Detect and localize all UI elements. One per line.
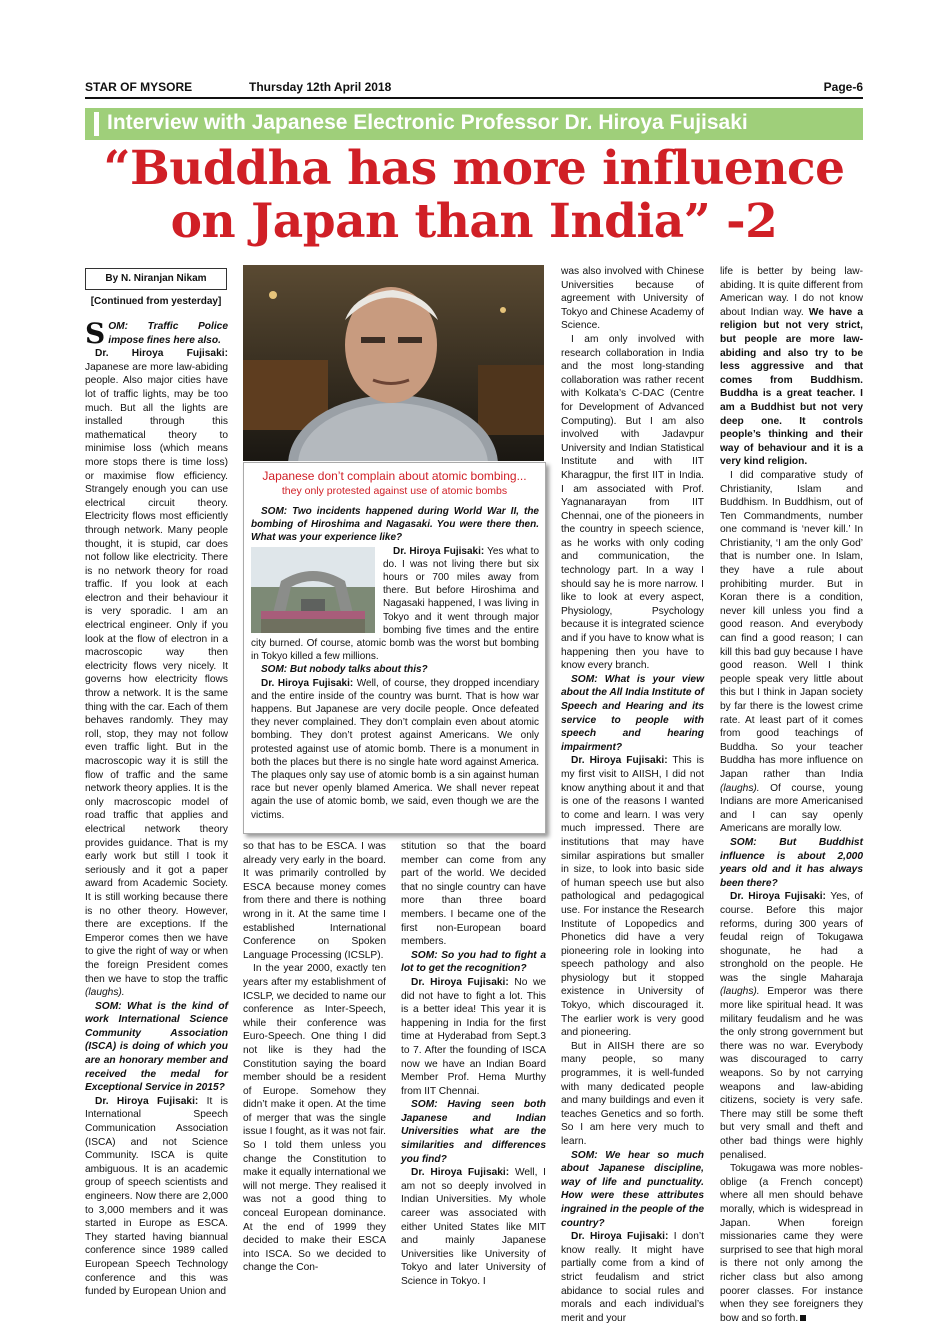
kicker-bar <box>94 112 99 136</box>
byline: By N. Niranjan Nikam <box>85 268 227 290</box>
sidebar-box <box>243 462 546 834</box>
headline <box>85 142 863 248</box>
professor-photo <box>243 265 544 461</box>
laughs-note: (laughs). <box>720 782 760 794</box>
laughs-note: (laughs). <box>720 986 760 998</box>
box-answer-2: Well, of course, they dropped incendiary and the entire inside of the country was burnt. That is how war happens. But Japanese are very docile people. Once defeated they never complained. They don’t complain even about atomic bombing. They don’t protest against Americans. We only protested against use of atomic bomb. There is a monument in both the places but there is no single hate word against America. The plaques only say use of atomic bomb is a sin against human race but never openly blamed America. We shall never repeat again the use of atomic bomb, we said, even though we are the victims. <box>251 677 539 821</box>
headline-line-1: “Buddha has more influence <box>103 141 845 196</box>
kicker-banner <box>85 108 863 140</box>
box-answer-1: Yes what to do. I was not living there but six hours or 700 miles away from there. But before Hiroshima and Nagasaki happened, I was living in Tokyo and it went through major bombing five times and the entire city burned. Of course, atomic bomb was the worst but bombing in Tokyo killed a few millions. <box>251 545 539 663</box>
highlighted-passage: We have a religion but not very strict, but people are more law-abiding and also try to be less aggressive and that comes from Buddhism. Buddha is a great teacher. I am a Buddhist but not very deep one. It controls people’s thinking and their way of behaviour and it is a very kind religion. <box>720 306 863 468</box>
article-column-1 <box>85 317 228 1299</box>
question-4: SOM: Having seen both Japanese and Indian Universities what are the similarities and differences you find? <box>401 1099 546 1165</box>
article-column-2 <box>243 840 386 1275</box>
answer-7-end: Emperor was there more like spiritual head. It was military feudalism and he was the only strong government but there was no war. Everybody was discouraged to carry weapons. So by not carrying weapons and law-abiding citizens, society is very safe. There may still be some theft but very small and theft and other bad things were highly penalised. <box>720 986 863 1161</box>
answer-3: No we did not have to fight a lot. This is a better idea! This year it is happening in India for the first time at Hyderabad from Sept.3 to 7. After the founding of ISCA now we have an Indian Board Member Prof. Hema Murthy from IIT Chennai. <box>401 976 546 1097</box>
answer-1: Japanese are more law-abiding people. Also major cities have lot of traffic lights, may be too much. But all the lights are installed through this mathematical theory to minimise loss (which means more stops there is time loss) or maximise flow efficiency. Strangely enough you can use electrical circuit theory. Electricity flows most efficiently through network. Many people thought, it is stupid, car does not follow like electricity. There is no network theory for road traffic. If you look at each electron and their behaviour it is very sporadic. I am an electrical engineer. Only if you look at the flow of electron in a macroscopic way then electricity flows very nicely. It governs how electricity flows throw a network. It is the same thing with the car. Each of them behaves randomly. They may roll, stop, they may not follow even traffic light. But in the macroscopic way it is still the flow of traffic and the same network theory applies. It is the only macroscopic model of road traffic that applies and electrical network theory provides guidance. That is my early work but still I took it seriously and it got a paper award from Academic Society. It is still working because there is no other theory. However, there are exceptions. If the Emperor comes then we have to give the right of way or when the foreign President comes then we have to stop the traffic <box>85 361 228 985</box>
paragraph-end: Of course, young Indians are more Americanised and I can say openly Americans are morally low. <box>720 782 863 835</box>
page-number: Page-6 <box>823 80 863 94</box>
question-2: SOM: What is the kind of work International Science Community Association (ISCA) is doing of which you are an honorary member and received the medal for Exceptional Service in 2015? <box>85 1000 228 1094</box>
newspaper-name: STAR OF MYSORE <box>85 80 193 94</box>
kicker-text: Interview with Japanese Electronic Professor Dr. Hiroya Fujisaki <box>107 111 748 134</box>
speaker-label: Dr. Hiroya Fujisaki: <box>95 348 228 360</box>
answer-4: Well, I am not so deeply involved in Indian Universities. My whole career was associated with either United States like MIT and mainly Japanese Universities like University of Tokyo and later University of Science in Tokyo. I <box>401 1167 546 1287</box>
paragraph: life is better by being law-abiding. It is quite different from American way. I do not know about Indian way. <box>720 266 863 318</box>
paragraph: was also involved with Chinese Universities because of agreement with University of Tokyo and Chinese Academy of Science. <box>561 266 704 332</box>
laughs-note: (laughs). <box>85 987 125 999</box>
box-caption-1: Japanese don’t complain about atomic bombing... <box>262 469 527 483</box>
memorial-photo <box>251 547 375 633</box>
box-caption-2: they only protested against use of atomic bombs <box>281 485 508 497</box>
question-5: SOM: What is your view about the All India Institute of Speech and Hearing and its service to people with speech and hearing impairment? <box>561 673 704 753</box>
paragraph: Tokugawa was more nobles-oblige (a French concept) where all men should behave morally, which is widespread in Japan. When foreign missionaries came they were surprised to see that high moral is there not only among the richer class but also among poorer classes. For instance when they see foreigners they bow and so forth. <box>720 1163 863 1324</box>
answer-2: It is International Speech Communication Association (ISCA) and not Science Community. ISCA is quite ambiguous. It is an academic group of speech scientists and engineers. Now there are 2,000 to 3,000 members and it was started in Europe as ESCA. They started having biannual conference since 1989 called European Speech Technology conference and this was funded by European Union and <box>85 1095 228 1298</box>
answer-7: Yes, of course. Before this major reforms, during 300 years of feudal reign of Tokugawa shogunate, he had a stronghold on the people. He was the single Maharaja <box>720 891 863 984</box>
masthead <box>85 80 863 96</box>
paragraph: In the year 2000, exactly ten years after my establishment of ICSLP, we decided to name our conference as Inter-Speech, while their conference was Euro-Speech. One thing I did not like is they had the Constitution saying the board member should be a resident of Europe. Somehow they didn’t make it open. At the time of merger that was the single issue I fought, as it was not fair. So I told them unless you change the Constitution to make it equally international we will not merge. They realised it was not a good thing to conceal European dominance. At the end of 1999 they decided to make their ESCA into ISCA. So we decided to change the Con- <box>243 963 386 1274</box>
paragraph: I did comparative study of Christianity, Islam and Buddhism. In Buddhism, out of Ten Commandments, number one command is ‘never kill.’ In Christianity, ‘I am the only God’ that is number one. In Islam, they have a rule about prohibiting murder. But in Koran there is a condition, never kill unless you find a good reason. And everybody can find a good reason; I can kill this bad guy because I have good reason. Well I think people speak very little about this but I think in Japan society by far there is the lowest crime rate. At least part of it comes from good teachings of Buddha. So your teacher Buddha has more influence on Japan rather than India <box>720 469 863 780</box>
end-mark <box>800 1315 806 1321</box>
headline-line-2: on Japan than India” -2 <box>170 194 778 249</box>
box-body <box>251 505 539 822</box>
speaker-label: Dr. Hiroya Fujisaki: <box>393 545 485 557</box>
issue-date: Thursday 12th April 2018 <box>249 80 392 94</box>
box-question-2: SOM: But nobody talks about this? <box>261 664 428 676</box>
paragraph: stitution so that the board member can come from any part of the world. We decided that no single country can have more than three board members. I became one of the first non-European board members. <box>401 841 546 948</box>
article-column-4 <box>561 265 704 1325</box>
speaker-label: Dr. Hiroya Fujisaki: <box>411 976 509 988</box>
answer-6: I don’t know really. It might have partially come from a kind of strict feudalism and strict abidance to social rules and morals and each individual’s merit and your <box>561 1231 704 1324</box>
question-3: SOM: So you had to fight a lot to get the recognition? <box>401 949 546 975</box>
question-6: SOM: We hear so much about Japanese discipline, way of life and punctuality. How were these attributes ingrained in the people of the country? <box>561 1149 704 1229</box>
continued-note: [Continued from yesterday] <box>90 296 222 307</box>
article-column-3 <box>401 840 546 1289</box>
speaker-label: Dr. Hiroya Fujisaki: <box>411 1167 510 1179</box>
question-1: OM: Traffic Police impose fines here also. <box>108 321 228 346</box>
paragraph: so that has to be ESCA. I was already very early in the board. It was primarily controlled by ESCA because money comes from there and there is nothing wrong in it. At the same time I established International Conference on Spoken Language Processing (ICSLP). <box>243 841 386 961</box>
speaker-label: Dr. Hiroya Fujisaki: <box>95 1095 199 1107</box>
masthead-rule <box>85 97 863 99</box>
paragraph: I am only involved with research collaboration in India and the most long-standing collaboration was rather recent with Kolkata’s C-DAC (Centre for Development of Advanced Computing). But I am also involved with Jadavpur University and Indian Statistical Institute and with IIT Kharagpur, the first IIT in India. I am associated with Prof. Yagnanarayan from IIT Chennai, one of the pioneers in the country in speech science, as he works with only coding and communication, the technology part. In a way I should say he is more narrow. I like to look at every aspect, Physiology, Psychology because it is integrated science and if you have to know what is happening then you have to know every branch. <box>561 333 704 672</box>
speaker-label: Dr. Hiroya Fujisaki: <box>571 755 668 767</box>
speaker-label: Dr. Hiroya Fujisaki: <box>571 1231 669 1243</box>
drop-cap: S <box>85 317 106 350</box>
paragraph: But in AIISH there are so many people, so many programmes, it is well-funded with many dedicated people and many buildings and even it teaches Genetics and so forth. So I am here very much to learn. <box>561 1040 704 1147</box>
box-question-1: SOM: Two incidents happened during World War II, the bombing of Hiroshima and Nagasaki. You were there then. What was your experience like? <box>251 506 539 544</box>
article-column-5 <box>720 265 863 1325</box>
speaker-label: Dr. Hiroya Fujisaki: <box>730 891 826 903</box>
question-7: SOM: But Buddhist influence is about 2,000 years old and it has always been there? <box>720 836 863 889</box>
speaker-label: Dr. Hiroya Fujisaki: <box>261 677 354 689</box>
answer-5: This is my first visit to AIISH, I did not know anything about it and that is one of the reasons I wanted to come and learn. I was very much impressed. There are institutions that may have similar aspirations but smaller in size, to look into basic side of human speech use but also pathological and pedagogical use. For instance the Research Institute of Lopopedics and Phonetics did have a very pioneering role in looking into speech pathology and also physiology but it stopped existence in University of Tokyo, which discouraged it. The earlier work is very good and pioneering. <box>561 755 704 1039</box>
